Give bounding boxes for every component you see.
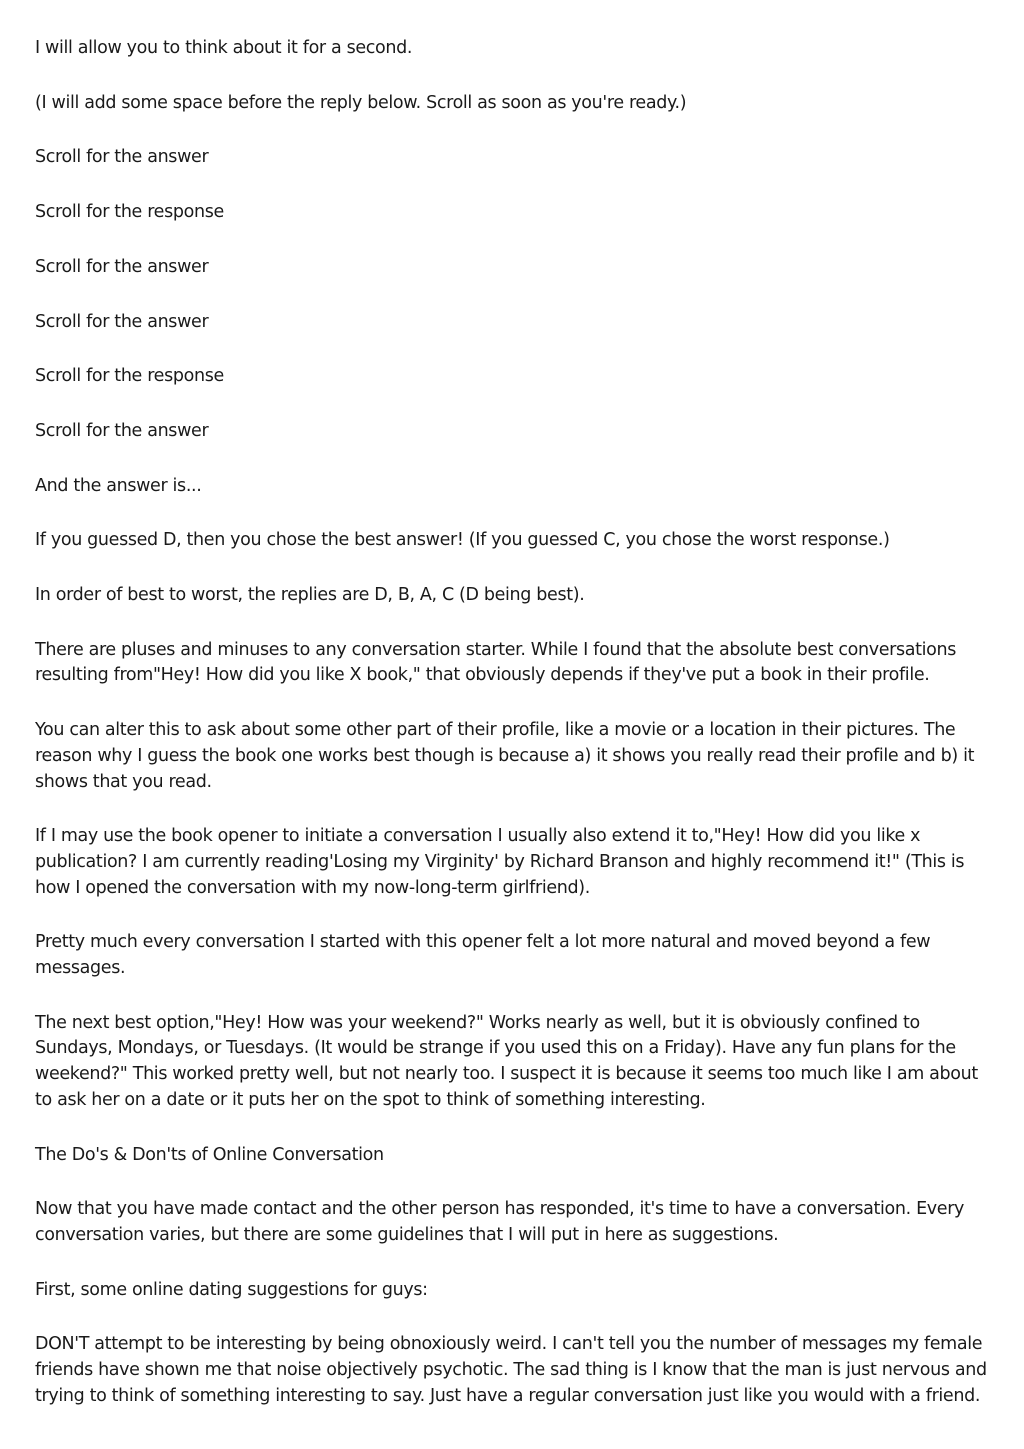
paragraph: Now that you have made contact and the other person has responded, it's time to have a conversation. Every conversation varies, but there are some guidelines that I will put in here as suggestions. bbox=[35, 1199, 965, 1245]
paragraph: Scroll for the response bbox=[35, 366, 224, 387]
paragraph: You can alter this to ask about some other part of their profile, like a movie or a location in their pictures. The reason why I guess the book one works best though is because a) it shows you really read their profile and b) it shows that you read. bbox=[35, 720, 975, 792]
paragraph: Pretty much every conversation I started with this opener felt a lot more natural and moved beyond a few messages. bbox=[35, 932, 931, 979]
paragraph: If I may use the book opener to initiate a conversation I usually also extend it to,"Hey! How did you like x publication? I am currently reading'Losing my Virginity' by Richard Branson and highly recommend it!" (This is how I opened the conversation with my now-long-term girlfriend). bbox=[35, 826, 965, 898]
paragraph: In order of best to worst, the replies are D, B, A, C (D being best). bbox=[35, 585, 585, 606]
section-heading: The Do's & Don'ts of Online Conversation bbox=[35, 1144, 384, 1165]
paragraph: Scroll for the answer bbox=[35, 256, 209, 277]
paragraph: I will allow you to think about it for a second. bbox=[35, 38, 413, 58]
paragraph: Scroll for the answer bbox=[35, 420, 209, 441]
paragraph: Scroll for the response bbox=[35, 202, 224, 223]
article-body bbox=[35, 36, 995, 1439]
paragraph: There are pluses and minuses to any conversation starter. While I found that the absolute best conversations resulting from"Hey! How did you like X book," that obviously depends if they've put a book in their profile. bbox=[35, 639, 957, 686]
paragraph: (I will add some space before the reply below. Scroll as soon as you're ready.) bbox=[35, 92, 687, 113]
paragraph: The next best option,"Hey! How was your weekend?" Works nearly as well, but it is obviously confined to Sundays, Mondays, or Tuesdays. (It would be strange if you used this on a Friday). Have any fun plans for the weekend?" This worked pretty well, but not nearly too. I suspect it is because it seems too much like I am about to ask her on a date or it puts her on the spot to think of something interesting. bbox=[35, 1012, 978, 1110]
paragraph: First, some online dating suggestions for guys: bbox=[35, 1279, 428, 1300]
paragraph: DON'T attempt to be interesting by being obnoxiously weird. I can't tell you the number of messages my female friends have shown me that noise objectively psychotic. The sad thing is I know that the man is just nervous and trying to think of something interesting to say. Just have a regular conversation just like you would with a friend. bbox=[35, 1334, 987, 1406]
paragraph: And the answer is... bbox=[35, 475, 202, 496]
paragraph: If you guessed D, then you chose the best answer! (If you guessed C, you chose the worst response.) bbox=[35, 530, 890, 551]
paragraph: Scroll for the answer bbox=[35, 311, 209, 332]
paragraph: Scroll for the answer bbox=[35, 147, 209, 168]
